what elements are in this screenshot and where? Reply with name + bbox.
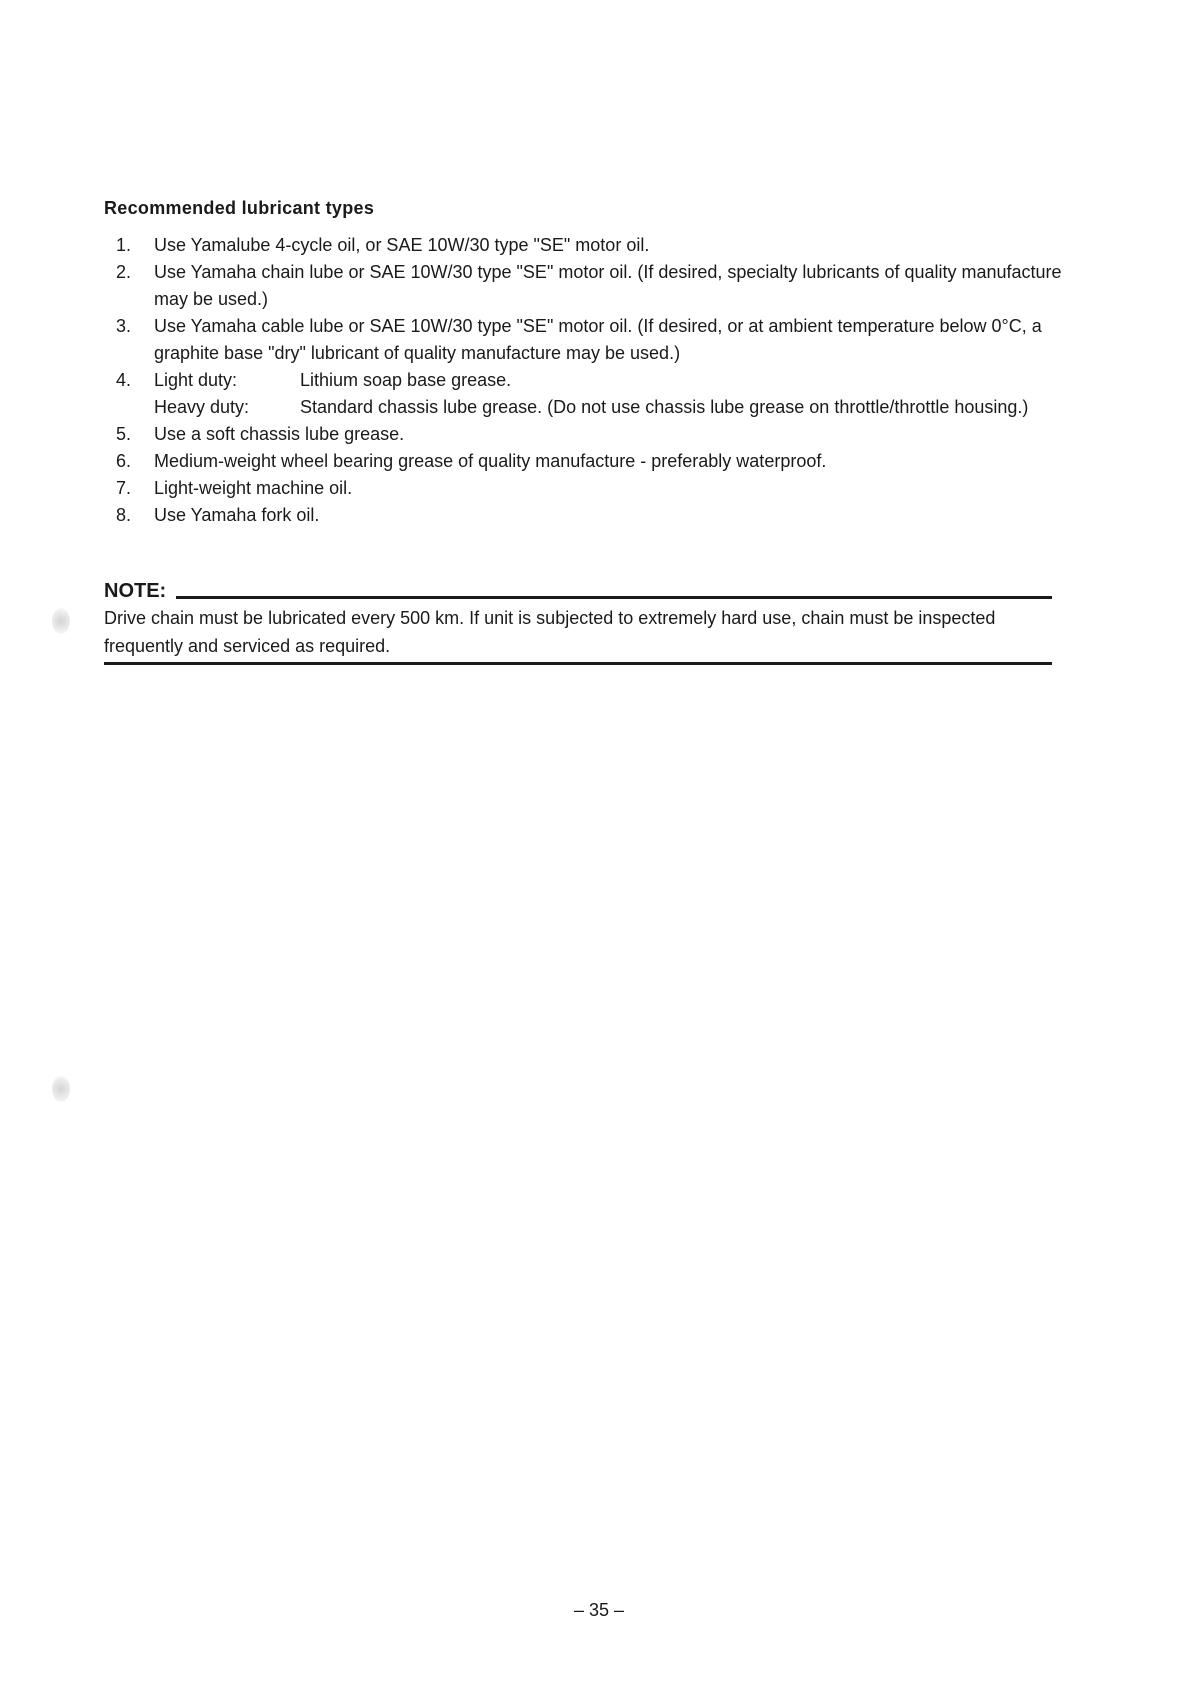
- light-duty-label: Light duty:: [154, 370, 238, 390]
- item-text: Use Yamaha cable lube or SAE 10W/30 type "SE" motor oil. (If desired, or at ambient temperature below 0°C, a graphite base "dry" lubricant of quality manufacture may be used.): [154, 316, 1042, 363]
- item-text: Use a soft chassis lube grease.: [154, 424, 405, 444]
- item-number: 6.: [116, 451, 132, 471]
- list-item: [104, 259, 1064, 313]
- note-top-rule: [176, 596, 1052, 599]
- punch-hole-mark: [52, 1076, 70, 1102]
- list-item: [104, 313, 1064, 367]
- note-box: [104, 580, 1052, 665]
- item-number: 8.: [116, 505, 132, 525]
- item-number: 7.: [116, 478, 132, 498]
- item-text: Use Yamaha chain lube or SAE 10W/30 type "SE" motor oil. (If desired, specialty lubricants of quality manufacture may be used.): [154, 262, 1062, 309]
- list-item-grease: [104, 367, 1064, 421]
- item-number: 4.: [116, 370, 132, 390]
- heavy-duty-text: Standard chassis lube grease. (Do not use chassis lube grease on throttle/throttle housing.): [300, 397, 1029, 417]
- light-duty-text: Lithium soap base grease.: [300, 370, 512, 390]
- item-text: Medium-weight wheel bearing grease of quality manufacture - preferably waterproof.: [154, 451, 827, 471]
- item-number: 3.: [116, 316, 132, 336]
- item-number: 2.: [116, 262, 132, 282]
- list-item: [104, 502, 1064, 529]
- list-item: [104, 232, 1064, 259]
- item-text: Light-weight machine oil.: [154, 478, 353, 498]
- item-text: Use Yamaha fork oil.: [154, 505, 320, 525]
- lubricant-list: [104, 232, 1064, 529]
- section-heading: Recommended lubricant types: [104, 198, 375, 218]
- punch-hole-mark: [52, 608, 70, 634]
- light-duty-row: [154, 367, 1064, 394]
- item-number: 1.: [116, 235, 132, 255]
- note-label: NOTE:: [104, 580, 167, 602]
- note-text: Drive chain must be lubricated every 500 km. If unit is subjected to extremely hard use, chain must be inspected frequently and serviced as required.: [104, 608, 996, 656]
- item-number: 5.: [116, 424, 132, 444]
- list-item: [104, 475, 1064, 502]
- page-number: – 35 –: [573, 1600, 625, 1620]
- heavy-duty-label: Heavy duty:: [154, 397, 250, 417]
- list-item: [104, 448, 1064, 475]
- item-text: Use Yamalube 4-cycle oil, or SAE 10W/30 type "SE" motor oil.: [154, 235, 650, 255]
- note-bottom-rule: [104, 662, 1052, 665]
- note-header: [104, 580, 1052, 602]
- heavy-duty-row: [154, 394, 1064, 421]
- list-item: [104, 421, 1064, 448]
